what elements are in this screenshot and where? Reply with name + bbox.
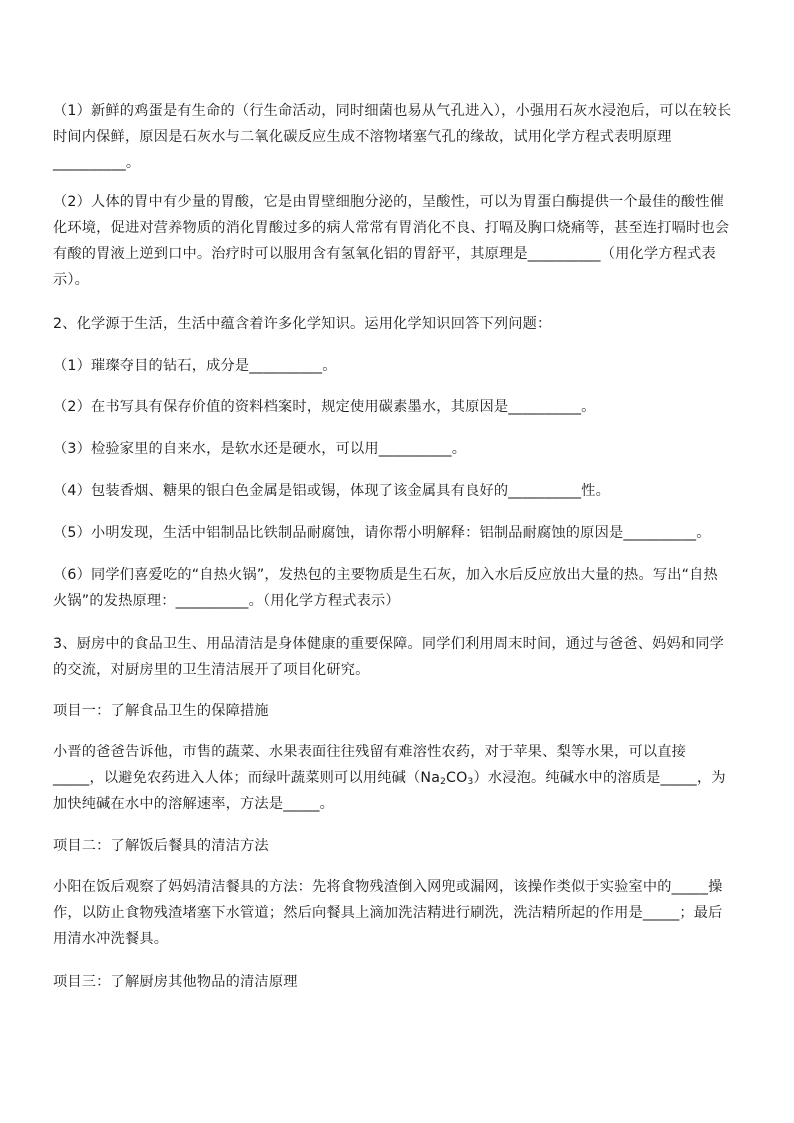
q3-intro-line1: 3、厨房中的食品卫生、用品清洁是身体健康的重要保障。同学们利用周末时间，通过与爸爸、妈妈和同学 — [53, 636, 725, 652]
subscript-2: 2 — [440, 777, 447, 787]
q1-part2-line1: （2）人体的胃中有少量的胃酸，它是由胃壁细胞分泌的，呈酸性，可以为胃蛋白酶提供一个最佳的酸性催 — [53, 194, 725, 210]
q1-part2-line4: 示）。 — [53, 272, 90, 288]
q2-item-4: （4）包装香烟、糖果的银白色金属是铝或锡，体现了该金属具有良好的__________性。 — [53, 483, 610, 499]
q1-part2-line3: 有酸的胃液上逆到口中。治疗时可以服用含有氢氧化铝的胃舒平，其原理是__________（用化学方程式表 — [53, 246, 716, 262]
project1-line2-part-a: _____，以避免农药进入人体；而绿叶蔬菜则可以用纯碱（Na — [53, 770, 441, 786]
project2-line2: 作，以防止食物残渣堵塞下水管道；然后向餐具上滴加洗洁精进行刷洗，洗洁精所起的作用是_____；最后 — [53, 905, 723, 921]
q2-item-1: （1）璀璨夺目的钻石，成分是__________。 — [53, 358, 337, 374]
project2-line1: 小阳在饭后观察了妈妈清洁餐具的方法：先将食物残渣倒入网兜或漏网，该操作类似于实验室中的_____操 — [53, 879, 723, 895]
q2-item-5: （5）小明发现，生活中铝制品比铁制品耐腐蚀，请你帮小明解释：铝制品耐腐蚀的原因是__________。 — [53, 525, 711, 541]
q2-item-2: （2）在书写具有保存价值的资料档案时，规定使用碳素墨水，其原因是__________。 — [53, 399, 596, 415]
project1-title: 项目一：了解食品卫生的保障措施 — [53, 703, 269, 719]
q2-item-3: （3）检验家里的自来水，是软水还是硬水，可以用__________。 — [53, 441, 467, 457]
q1-part2-line2: 化环境，促进对营养物质的消化胃酸过多的病人常常有胃消化不良、打嗝及胸口烧痛等，甚至连打嗝时也会 — [53, 220, 730, 236]
q1-part1-line1: （1）新鲜的鸡蛋是有生命的（行生命活动，同时细菌也易从气孔进入），小强用石灰水浸泡后，可以在较长 — [53, 103, 732, 119]
project2-line3: 用清水冲洗餐具。 — [53, 931, 169, 947]
q2-item-6-line2: 火锅”的发热原理：__________。（用化学方程式表示） — [53, 593, 400, 609]
project3-title: 项目三：了解厨房其他物品的清洁原理 — [53, 974, 298, 990]
project2-title: 项目二：了解饭后餐具的清洁方法 — [53, 838, 269, 854]
q3-intro-line2: 的交流，对厨房里的卫生清洁展开了项目化研究。 — [53, 662, 370, 678]
q1-part1-line3: __________。 — [53, 155, 141, 171]
project1-line3: 加快纯碱在水中的溶解速率，方法是_____。 — [53, 796, 335, 812]
q1-part1-line2: 时间内保鲜，原因是石灰水与二氧化碳反应生成不溶物堵塞气孔的缘故，试用化学方程式表明原理 — [53, 129, 672, 145]
project1-line2-part-c: ）水浸泡。纯碱水中的溶质是_____，为 — [473, 770, 726, 786]
project1-line1: 小晋的爸爸告诉他，市售的蔬菜、水果表面往往残留有难溶性农药，对于苹果、梨等水果，可以直接 — [53, 744, 687, 760]
q2-intro: 2、化学源于生活，生活中蕴含着许多化学知识。运用化学知识回答下列问题： — [53, 316, 552, 332]
q2-item-6-line1: （6）同学们喜爱吃的“自热火锅”，发热包的主要物质是生石灰，加入水后反应放出大量的热。写出“自热 — [53, 567, 718, 583]
subscript-3: 3 — [467, 777, 474, 787]
project1-line2-part-b: CO — [446, 770, 468, 786]
